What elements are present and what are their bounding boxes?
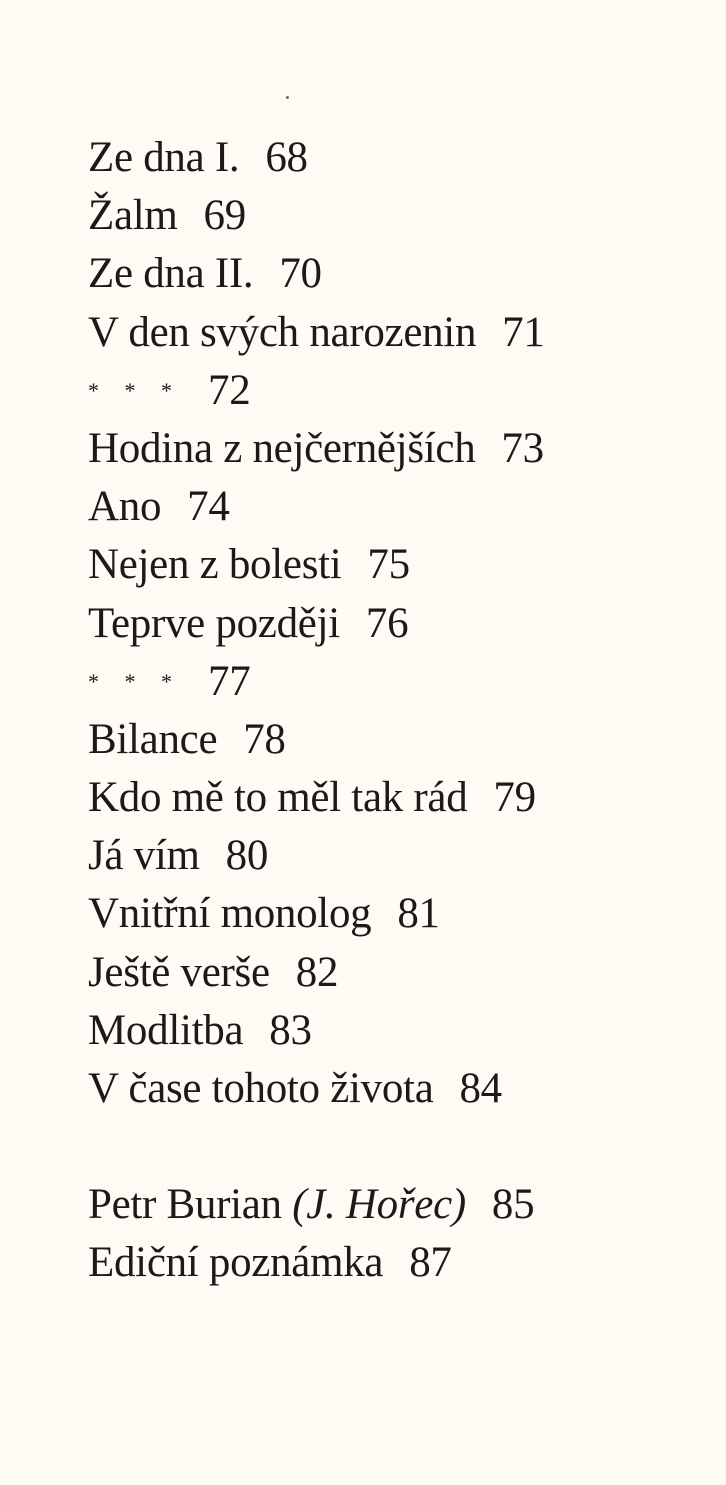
toc-entry-page: 77 xyxy=(208,657,251,705)
toc-entry xyxy=(88,304,708,362)
toc-entry xyxy=(88,1060,708,1118)
toc-entry-title: Ze dna II. xyxy=(88,250,254,298)
toc-entry-title: Ze dna I. xyxy=(88,134,240,181)
toc-entry xyxy=(88,362,708,420)
toc-entry-title: V čase tohoto života xyxy=(88,1065,434,1112)
toc-entry xyxy=(88,129,708,187)
toc-entry-page: 72 xyxy=(208,366,251,414)
toc-entry xyxy=(88,769,708,827)
toc-entry-page: 74 xyxy=(187,483,230,531)
toc-entry xyxy=(88,944,708,1002)
toc-entry-title: V den svých narozenin xyxy=(88,308,477,356)
toc-entry-page: 78 xyxy=(243,715,286,763)
toc-entry-title: Kdo mě to měl tak rád xyxy=(88,774,468,822)
toc-entry-title: Ano xyxy=(88,483,162,531)
toc-entry-page: 84 xyxy=(459,1065,502,1112)
toc-entry-title: Ediční poznámka xyxy=(88,1239,384,1287)
toc-entry-page: 80 xyxy=(225,832,269,880)
toc-entry-title: Já vím xyxy=(88,832,200,880)
toc-appendix-entry xyxy=(88,1176,708,1234)
toc-entry xyxy=(88,420,708,478)
toc-entry-page: 75 xyxy=(367,541,410,589)
toc-entry-asterisks: * * * xyxy=(88,377,182,403)
toc-entry-page: 73 xyxy=(501,424,544,472)
toc-entry-author: (J. Hořec) xyxy=(292,1181,466,1229)
toc-entry-page: 71 xyxy=(502,308,545,356)
toc-appendix-entry xyxy=(88,1234,708,1292)
toc-entry-title: Vnitřní monolog xyxy=(88,890,372,938)
toc-entry xyxy=(88,536,708,594)
toc-entry-title: Žalm xyxy=(88,192,178,240)
toc-entry xyxy=(88,1002,708,1060)
toc-entry xyxy=(88,245,708,303)
toc-entry-title: Bilance xyxy=(88,715,218,763)
toc-entry-title: Modlitba xyxy=(88,1006,244,1054)
toc-entry xyxy=(88,187,708,245)
table-of-contents xyxy=(88,129,708,1293)
toc-entry-title: Hodina z nejčernějších xyxy=(88,424,476,472)
toc-entry-page: 68 xyxy=(265,134,308,181)
toc-entry-page: 83 xyxy=(269,1006,312,1054)
toc-entry-title: Teprve později xyxy=(88,599,340,647)
toc-entry-title: Ještě verše xyxy=(88,948,270,996)
toc-entry-page: 76 xyxy=(365,599,409,647)
toc-entry-asterisks: * * * xyxy=(88,668,182,694)
toc-entry xyxy=(88,653,708,711)
toc-entry-page: 82 xyxy=(295,948,339,996)
toc-entry-page: 70 xyxy=(279,250,322,298)
toc-entry xyxy=(88,711,708,769)
toc-entry-page: 85 xyxy=(491,1181,535,1229)
toc-entry-title: Petr Burian xyxy=(88,1181,282,1229)
toc-entry-page: 79 xyxy=(493,774,536,822)
toc-entry-title: Nejen z bolesti xyxy=(88,541,342,589)
toc-entry xyxy=(88,885,708,943)
toc-entry xyxy=(88,827,708,885)
toc-entry-page: 87 xyxy=(409,1239,452,1287)
page-speck xyxy=(286,96,289,99)
toc-entry xyxy=(88,478,708,536)
toc-entry-page: 69 xyxy=(203,192,246,240)
toc-entry xyxy=(88,595,708,653)
section-gap xyxy=(88,1118,708,1176)
toc-entry-page: 81 xyxy=(397,890,440,938)
